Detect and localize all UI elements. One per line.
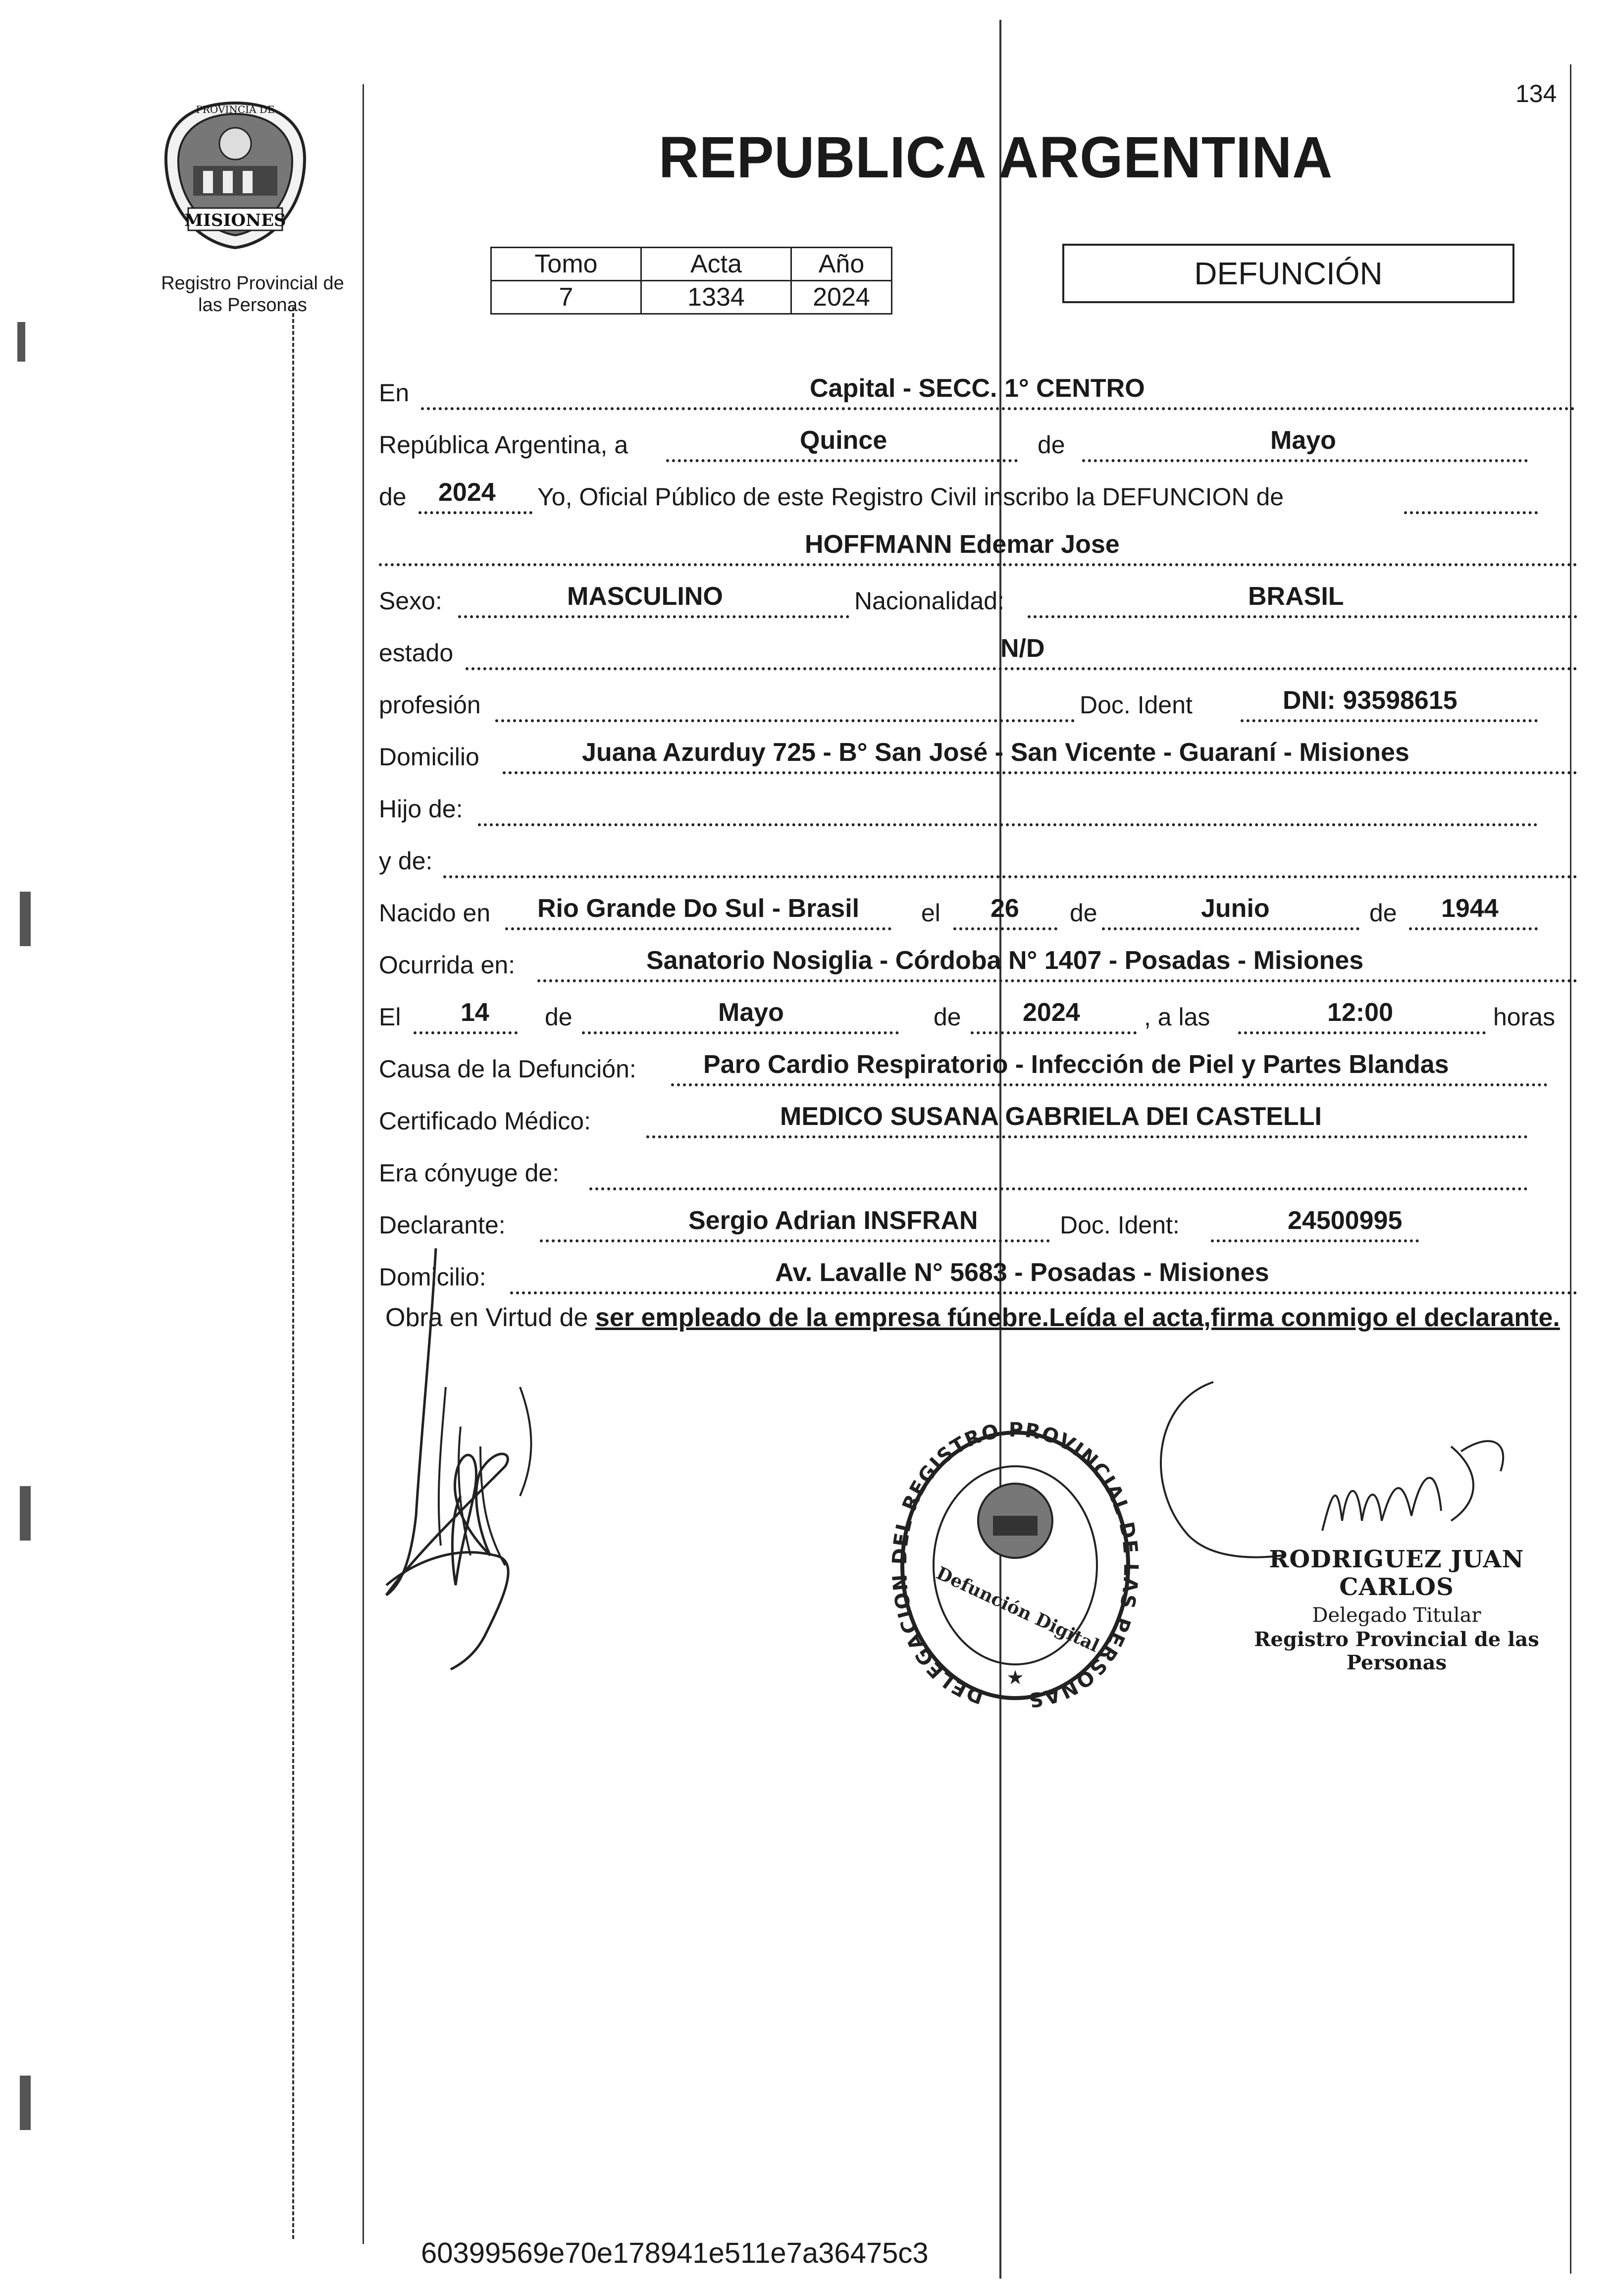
- reference-table: [490, 247, 892, 315]
- ref-header-tomo: Tomo: [491, 248, 641, 281]
- value-birth-day: 26: [990, 894, 1019, 923]
- scan-mark: [17, 322, 25, 362]
- official-block: [1208, 1546, 1585, 1674]
- value-declarant: Sergio Adrian INSFRAN: [688, 1206, 978, 1235]
- label-conyuge: Era cónyuge de:: [379, 1159, 560, 1187]
- row-profession-doc: [379, 684, 1577, 728]
- row-parent-1: [379, 788, 1577, 832]
- dotted-line: [505, 927, 891, 930]
- value-deceased-name: HOFFMANN Edemar Jose: [805, 530, 1120, 559]
- label-y-de: y de:: [379, 847, 433, 875]
- label-en: En: [379, 379, 410, 407]
- row-parent-2: [379, 840, 1577, 884]
- dotted-line: [443, 875, 1577, 878]
- label-de: de: [1369, 899, 1397, 927]
- scan-mark: [20, 892, 31, 946]
- row-civil-status: [379, 632, 1577, 676]
- seal-label-bottom: MISIONES: [184, 211, 286, 230]
- row-address: [379, 736, 1577, 780]
- dotted-line: [495, 719, 1075, 722]
- value-birth-year: 1944: [1441, 894, 1499, 923]
- ref-value-tomo: 7: [491, 281, 641, 314]
- label-estado: estado: [379, 639, 454, 667]
- label-de: de: [1038, 431, 1065, 459]
- dotted-line: [1409, 927, 1538, 930]
- value-month: Mayo: [1270, 426, 1336, 455]
- dotted-line: [589, 1187, 1528, 1190]
- declarant-signature: [357, 1238, 574, 1684]
- ref-header-anio: Año: [791, 248, 892, 281]
- dotted-line: [1102, 927, 1359, 930]
- value-birth-place: Rio Grande Do Sul - Brasil: [537, 894, 860, 923]
- value-medical-certificate: MEDICO SUSANA GABRIELA DEI CASTELLI: [780, 1102, 1322, 1131]
- value-birth-month: Junio: [1201, 894, 1270, 923]
- star-icon: ★: [1006, 1667, 1024, 1689]
- label-obra: Obra en Virtud de: [385, 1303, 588, 1332]
- label-hijo-de: Hijo de:: [379, 795, 463, 823]
- row-registration: [379, 476, 1577, 520]
- label-sexo: Sexo:: [379, 587, 442, 615]
- value-basis: ser empleado de la empresa fúnebre.Leída el acta,firma conmigo el declarante.: [595, 1303, 1560, 1332]
- row-date: [379, 424, 1577, 468]
- dotted-line: [666, 459, 1018, 462]
- value-declarant-doc: 24500995: [1288, 1206, 1403, 1235]
- label-republica: República Argentina, a: [379, 431, 628, 459]
- value-declarant-address: Av. Lavalle N° 5683 - Posadas - Misiones: [775, 1258, 1269, 1287]
- label-de: de: [934, 1003, 961, 1031]
- ref-value-acta: 1334: [641, 281, 791, 314]
- row-certificate: [379, 1100, 1577, 1144]
- dotted-line: [971, 1031, 1137, 1034]
- left-margin-line: [363, 84, 364, 2244]
- label-doc-ident-declarant: Doc. Ident:: [1060, 1211, 1180, 1239]
- ref-header-acta: Acta: [641, 248, 791, 281]
- dotted-line: [418, 511, 532, 514]
- value-sex: MASCULINO: [567, 582, 723, 611]
- stamp-ring-text: DELEGACIO EL REGISTRO PROVINCIAL D S PERSONAS: [891, 1418, 1139, 1712]
- ref-value-anio: 2024: [791, 281, 892, 314]
- label-doc-ident: Doc. Ident: [1080, 691, 1193, 719]
- label-declarante: Declarante:: [379, 1211, 506, 1239]
- dotted-line: [421, 407, 1575, 410]
- dotted-line: [671, 1083, 1548, 1086]
- value-death-place: Sanatorio Nosiglia - Córdoba N° 1407 - Posadas - Misiones: [646, 946, 1364, 975]
- value-address: Juana Azurduy 725 - B° San José - San Vicente - Guaraní - Misiones: [582, 738, 1409, 767]
- label-el: el: [921, 899, 940, 927]
- dotted-line: [1082, 459, 1528, 462]
- registry-caption: Registro Provincial de las Personas: [161, 273, 344, 316]
- value-death-day: 14: [461, 998, 489, 1027]
- official-role: Delegado Titular: [1312, 1604, 1481, 1627]
- dotted-line: [537, 979, 1577, 982]
- page-title: REPUBLICA ARGENTINA: [659, 125, 1333, 190]
- left-dashed-line: [292, 307, 294, 2239]
- value-nationality: BRASIL: [1248, 582, 1344, 611]
- official-stamp: [891, 1417, 1139, 1716]
- row-place: [379, 372, 1577, 416]
- label-yo-oficial: Yo, Oficial Público de este Registro Civil inscribo la DEFUNCION de: [537, 483, 1284, 511]
- value-cause: Paro Cardio Respiratorio - Infección de Piel y Partes Blandas: [703, 1050, 1449, 1079]
- label-horas: horas: [1493, 1003, 1556, 1031]
- document-hash: 60399569e70e178941e511e7a36475c3: [421, 2237, 929, 2269]
- dotted-line: [478, 823, 1538, 826]
- label-de: de: [545, 1003, 573, 1031]
- dotted-line: [646, 1135, 1528, 1138]
- scan-mark: [20, 1486, 31, 1541]
- label-nacido-en: Nacido en: [379, 899, 491, 927]
- value-year: 2024: [438, 478, 496, 507]
- dotted-line: [1238, 1031, 1486, 1034]
- record-type-box: DEFUNCIÓN: [1062, 244, 1514, 303]
- label-de: de: [379, 483, 407, 511]
- stamp-center-text: Defunción Digital: [933, 1562, 1103, 1656]
- official-name: RODRIGUEZ JUAN CARLOS: [1269, 1546, 1524, 1601]
- dotted-line: [503, 771, 1577, 774]
- label-nacionalidad: Nacionalidad:: [854, 587, 1004, 615]
- label-de: de: [1070, 899, 1097, 927]
- center-fold-line: [999, 20, 1001, 2279]
- value-death-year: 2024: [1023, 998, 1080, 1027]
- dotted-line: [1241, 719, 1538, 722]
- provincial-seal: [149, 99, 322, 253]
- row-spouse: [379, 1152, 1577, 1196]
- official-office: Registro Provincial de las Personas: [1254, 1628, 1539, 1674]
- value-place: Capital - SECC. 1° CENTRO: [810, 374, 1145, 403]
- dotted-line: [540, 1239, 1050, 1242]
- label-el: El: [379, 1003, 401, 1031]
- dotted-line: [1028, 615, 1577, 618]
- value-civil-status: N/D: [1000, 634, 1045, 663]
- row-birth: [379, 892, 1577, 936]
- row-death-place: [379, 944, 1577, 988]
- dotted-line: [1211, 1239, 1419, 1242]
- value-document: DNI: 93598615: [1283, 686, 1458, 715]
- dotted-line: [414, 1031, 518, 1034]
- label-profesion: profesión: [379, 691, 481, 719]
- dotted-line: [458, 615, 849, 618]
- seal-label-top: PROVINCIA DE: [196, 104, 275, 115]
- page-number: 134: [1515, 80, 1557, 107]
- row-death-datetime: [379, 996, 1577, 1040]
- dotted-line: [510, 1291, 1577, 1294]
- label-ocurrida-en: Ocurrida en:: [379, 951, 516, 979]
- row-cause: [379, 1048, 1577, 1092]
- value-death-time: 12:00: [1327, 998, 1393, 1027]
- scan-mark: [20, 2076, 31, 2130]
- label-a-las: , a las: [1144, 1003, 1210, 1031]
- row-deceased: [379, 528, 1577, 572]
- label-causa: Causa de la Defunción:: [379, 1055, 636, 1083]
- label-certificado: Certificado Médico:: [379, 1107, 591, 1135]
- dotted-line: [466, 667, 1577, 670]
- row-sex-nationality: [379, 580, 1577, 624]
- value-day-written: Quince: [800, 426, 887, 455]
- label-domicilio-declarant: Domicilio:: [379, 1263, 486, 1291]
- dotted-line: [953, 927, 1057, 930]
- dotted-line: [379, 563, 1577, 566]
- label-domicilio: Domicilio: [379, 743, 479, 771]
- dotted-line: [582, 1031, 899, 1034]
- value-death-month: Mayo: [718, 998, 784, 1027]
- dotted-line: [1404, 511, 1538, 514]
